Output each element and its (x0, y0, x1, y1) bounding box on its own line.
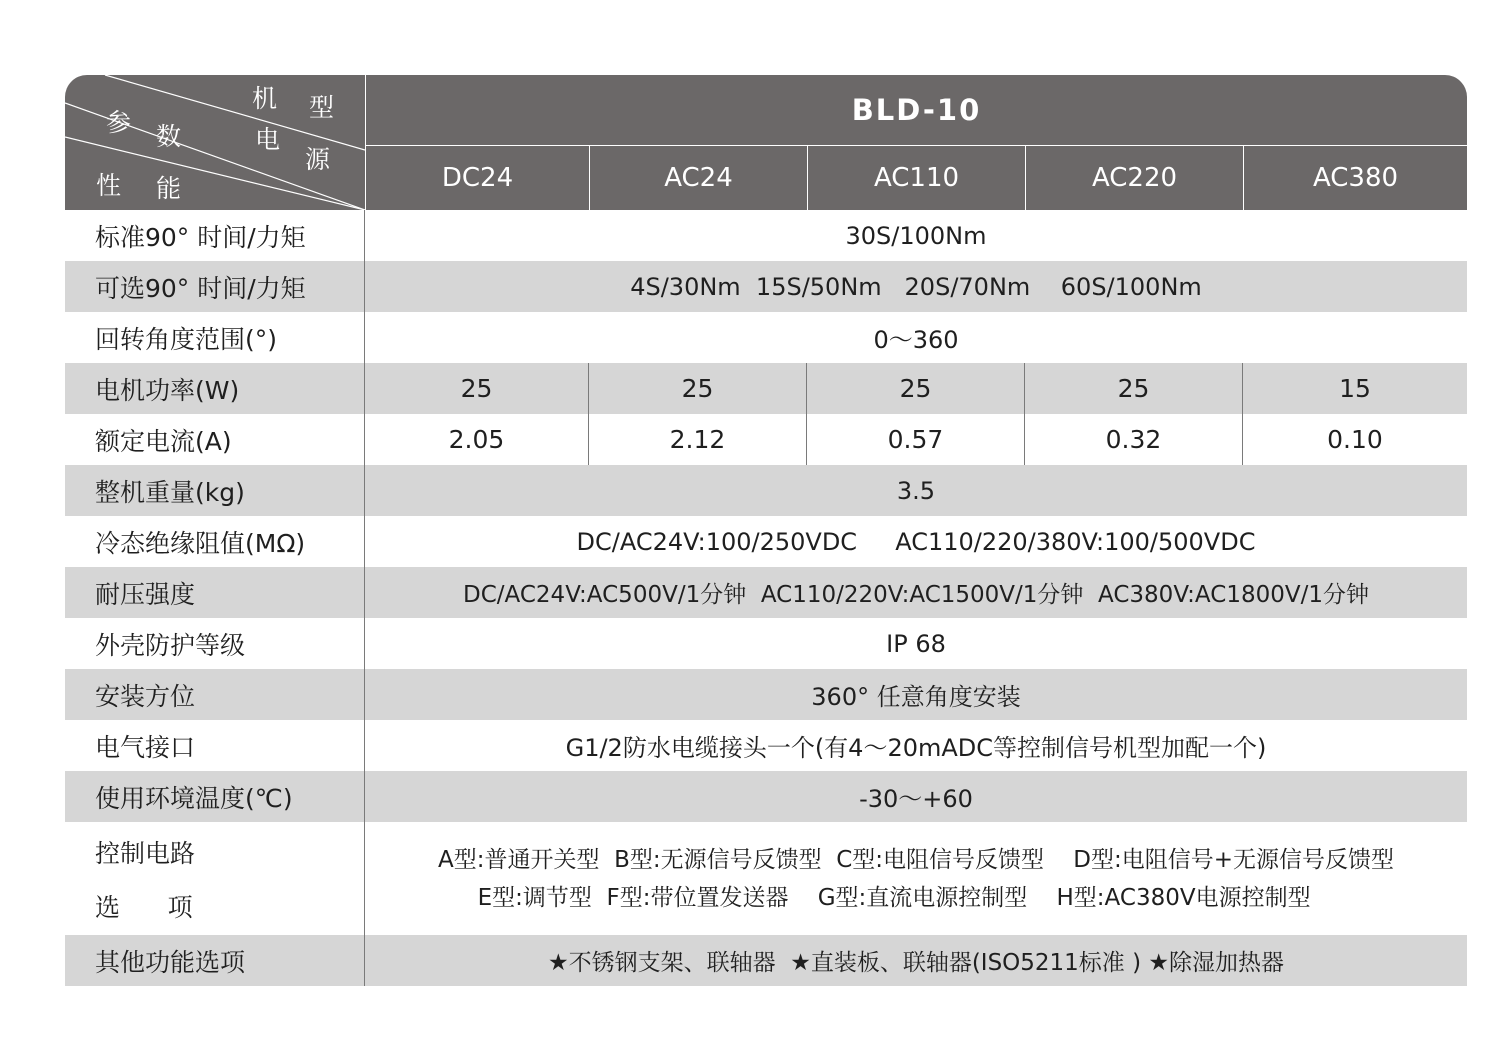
row-value: G1/2防水电缆接头一个(有4～20mADC等控制信号机型加配一个) (565, 734, 1267, 762)
row-label-line: 选 项 (95, 892, 193, 922)
row-value: ★不锈钢支架、联轴器 ★直装板、联轴器(ISO5211标准 ) ★除湿加热器 (547, 950, 1285, 976)
corner-power-char-1: 电 (255, 125, 281, 154)
row-label: 标准90° 时间/力矩 (65, 210, 365, 261)
row-weight (65, 465, 1467, 516)
row-label: 额定电流(A) (65, 414, 365, 465)
row-value: 360° 任意角度安装 (811, 683, 1021, 711)
row-label: 外壳防护等级 (65, 618, 365, 669)
row-label: 可选90° 时间/力矩 (65, 261, 365, 312)
row-value: DC/AC24V:AC500V/1分钟 AC110/220V:AC1500V/1分钟 AC380V:AC1800V/1分钟 (463, 582, 1369, 608)
row-mounting-orientation (65, 669, 1467, 720)
cell-value: 15 (1242, 363, 1467, 414)
row-ambient-temperature (65, 771, 1467, 822)
corner-perf-char-2: 能 (156, 174, 182, 203)
corner-power-char-2: 源 (305, 145, 331, 174)
row-other-options (65, 935, 1467, 986)
cell-value: 0.10 (1242, 414, 1467, 465)
row-label: 耐压强度 (65, 567, 365, 618)
row-value: 4S/30Nm 15S/50Nm 20S/70Nm 60S/100Nm (630, 272, 1202, 301)
corner-param-char-1: 参 (106, 108, 132, 137)
row-label: 回转角度范围(°) (65, 312, 365, 363)
spec-table (65, 75, 1467, 986)
voltage-header: AC220 (1025, 146, 1243, 210)
cell-value: 0.57 (806, 414, 1024, 465)
row-standard-time-torque (65, 210, 1467, 261)
header-right (366, 75, 1467, 210)
row-values (365, 363, 1467, 414)
cell-value: 25 (1024, 363, 1242, 414)
row-control-circuit-options (65, 822, 1467, 935)
row-values (365, 414, 1467, 465)
row-value: 30S/100Nm (845, 221, 987, 250)
row-label (65, 822, 365, 935)
row-electrical-interface (65, 720, 1467, 771)
row-value: 0～360 (873, 326, 959, 354)
row-value: 3.5 (896, 476, 936, 505)
row-label: 使用环境温度(℃) (65, 771, 365, 822)
corner-perf-char-1: 性 (96, 171, 122, 200)
row-motor-power (65, 363, 1467, 414)
voltage-header: AC380 (1243, 146, 1467, 210)
row-label-line: 控制电路 (95, 838, 196, 868)
value-line: A型:普通开关型 B型:无源信号反馈型 C型:电阻信号反馈型 D型:电阻信号+无源信号反馈型 (437, 846, 1395, 873)
cell-value: 0.32 (1024, 414, 1242, 465)
value-line: E型:调节型 F型:带位置发送器 G型:直流电源控制型 H型:AC380V电源控制型 (477, 884, 1355, 911)
row-rotation-angle (65, 312, 1467, 363)
voltage-header: AC24 (589, 146, 807, 210)
model-name: BLD-10 (851, 93, 982, 127)
cell-value: 2.05 (448, 425, 505, 454)
row-label: 冷态绝缘阻值(MΩ) (65, 516, 365, 567)
row-value (365, 822, 1467, 935)
header-corner (65, 75, 366, 210)
row-value: -30～+60 (859, 785, 973, 813)
row-label: 安装方位 (65, 669, 365, 720)
row-label: 电气接口 (65, 720, 365, 771)
cell-value: 25 (806, 363, 1024, 414)
cell-value: 2.12 (588, 414, 806, 465)
row-insulation-resistance (65, 516, 1467, 567)
row-value: IP 68 (886, 629, 946, 658)
corner-model-char-1: 机 (252, 84, 278, 113)
row-optional-time-torque (65, 261, 1467, 312)
cell-value: 25 (460, 374, 493, 403)
row-label: 电机功率(W) (65, 363, 365, 414)
corner-param-char-2: 数 (156, 122, 182, 151)
row-rated-current (65, 414, 1467, 465)
voltage-header: DC24 (441, 163, 514, 193)
row-withstand-voltage (65, 567, 1467, 618)
cell-value: 25 (588, 363, 806, 414)
voltage-header-row (366, 145, 1467, 210)
voltage-header: AC110 (807, 146, 1025, 210)
row-value: DC/AC24V:100/250VDC AC110/220/380V:100/500VDC (576, 527, 1256, 556)
row-label: 整机重量(kg) (65, 465, 365, 516)
row-enclosure-protection (65, 618, 1467, 669)
row-label: 其他功能选项 (65, 935, 365, 986)
corner-model-char-2: 型 (309, 93, 335, 122)
table-header (65, 75, 1467, 210)
